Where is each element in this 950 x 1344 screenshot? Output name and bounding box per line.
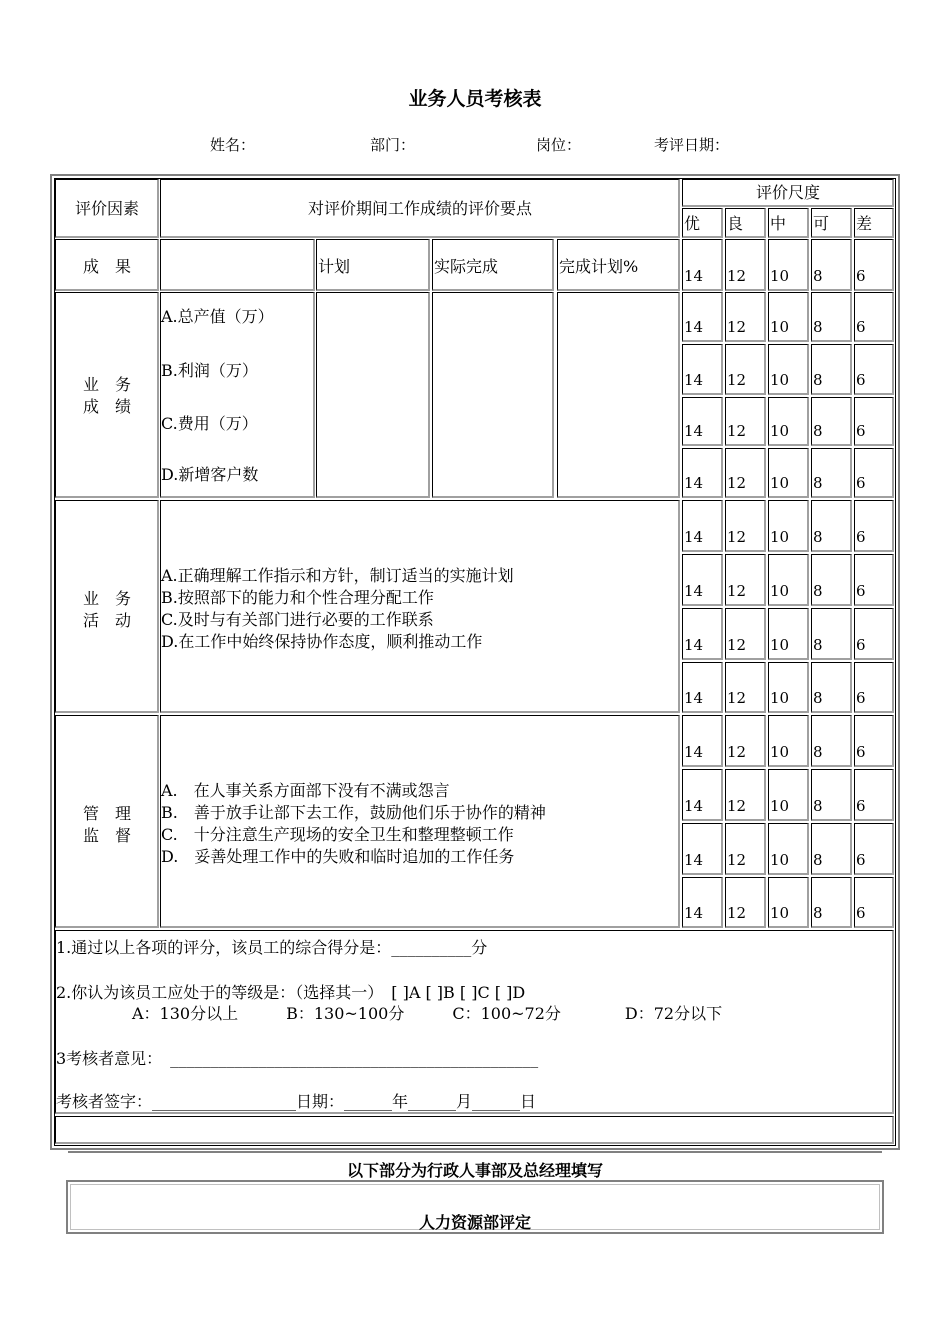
score-value: 10 [770, 851, 790, 869]
score-value: 14 [684, 267, 704, 285]
activity-item: B.按照部下的能力和个性合理分配工作 [161, 588, 434, 607]
performance-label-1: 业 务 [82, 375, 131, 394]
percent-header: 完成计划% [559, 257, 639, 276]
score-value: 10 [770, 422, 790, 440]
score-value: 8 [813, 267, 823, 285]
score-value: 6 [856, 636, 866, 654]
management-label-1: 管 理 [82, 804, 131, 823]
score-value: 12 [727, 582, 747, 600]
grade-header: 中 [770, 214, 787, 233]
score-value: 10 [770, 474, 790, 492]
management-item: B. 善于放手让部下去工作，鼓励他们乐于协作的精神 [161, 803, 546, 822]
score-value: 6 [856, 904, 866, 922]
grade-header: 可 [813, 214, 830, 233]
score-value: 6 [856, 689, 866, 707]
grade-select-line[interactable]: 2.你认为该员工应处于的等级是：（选择其一） [ ]A [ ]B [ ]C [ ]D [56, 983, 526, 1002]
score-value: 12 [727, 371, 747, 389]
score-value: 14 [684, 851, 704, 869]
actual-header: 实际完成 [434, 257, 499, 276]
score-value: 12 [727, 636, 747, 654]
score-value: 6 [856, 422, 866, 440]
score-value: 6 [856, 267, 866, 285]
score-value: 8 [813, 371, 823, 389]
score-value: 6 [856, 474, 866, 492]
blank-row [55, 1116, 894, 1144]
results-label: 成 果 [82, 257, 131, 276]
reviewer-opinion-line[interactable]: 3考核者意见： ______________________________________________ [56, 1049, 539, 1068]
score-value: 6 [856, 528, 866, 546]
score-value: 8 [813, 582, 823, 600]
score-value: 6 [856, 743, 866, 761]
activities-label-1: 业 务 [82, 589, 131, 608]
grade-header: 差 [856, 214, 873, 233]
score-value: 10 [770, 371, 790, 389]
dept-label: 部门： [370, 136, 416, 154]
performance-item: B.利润（万） [161, 361, 258, 380]
points-header: 对评价期间工作成绩的评价要点 [307, 199, 532, 218]
score-value: 10 [770, 528, 790, 546]
score-value: 14 [684, 371, 704, 389]
hr-section-title: 人力资源部评定 [418, 1213, 531, 1232]
total-score-line[interactable]: 1.通过以上各项的评分，该员工的综合得分是：__________分 [56, 938, 488, 957]
score-value: 6 [856, 371, 866, 389]
score-value: 6 [856, 582, 866, 600]
performance-item: C.费用（万） [161, 414, 258, 433]
plan-header: 计划 [318, 257, 351, 276]
score-value: 12 [727, 474, 747, 492]
score-value: 6 [856, 851, 866, 869]
score-value: 10 [770, 582, 790, 600]
score-value: 10 [770, 689, 790, 707]
performance-item: A.总产值（万） [161, 307, 274, 326]
score-value: 8 [813, 904, 823, 922]
score-value: 14 [684, 636, 704, 654]
score-value: 12 [727, 267, 747, 285]
activity-item: A.正确理解工作指示和方针，制订适当的实施计划 [161, 566, 514, 585]
performance-percent-cell[interactable] [557, 292, 680, 498]
position-label: 岗位： [536, 136, 582, 154]
management-label-2: 监 督 [82, 826, 131, 845]
score-value: 8 [813, 528, 823, 546]
score-value: 8 [813, 318, 823, 336]
grade-header: 良 [727, 214, 744, 233]
management-item: C. 十分注意生产现场的安全卫生和整理整顿工作 [161, 825, 514, 844]
factor-header: 评价因素 [74, 199, 139, 218]
score-value: 8 [813, 851, 823, 869]
score-value: 14 [684, 797, 704, 815]
score-value: 10 [770, 267, 790, 285]
score-value: 14 [684, 743, 704, 761]
date-label: 考评日期： [654, 136, 730, 154]
score-value: 10 [770, 797, 790, 815]
grade-definitions: A：130分以上 B：130~100分 C：100~72分 D：72分以下 [132, 1004, 723, 1023]
results-blank-cell [160, 239, 315, 291]
score-value: 8 [813, 743, 823, 761]
score-value: 10 [770, 318, 790, 336]
footer-divider [68, 1151, 882, 1154]
page-title: 业务人员考核表 [408, 88, 542, 110]
reviewer-signature-line[interactable]: 考核者签字：__________________日期：______年______月______日 [56, 1092, 537, 1111]
score-value: 12 [727, 689, 747, 707]
score-value: 14 [684, 422, 704, 440]
scale-header: 评价尺度 [755, 183, 820, 202]
score-value: 14 [684, 474, 704, 492]
grade-header: 优 [684, 214, 701, 233]
score-value: 14 [684, 528, 704, 546]
score-value: 8 [813, 797, 823, 815]
score-value: 14 [684, 582, 704, 600]
activity-item: D.在工作中始终保持协作态度，顺利推动工作 [161, 632, 483, 651]
score-value: 8 [813, 422, 823, 440]
score-value: 12 [727, 904, 747, 922]
activity-item: C.及时与有关部门进行必要的工作联系 [161, 610, 434, 629]
performance-label-2: 成 绩 [82, 397, 131, 416]
score-value: 14 [684, 318, 704, 336]
name-label: 姓名： [210, 136, 256, 154]
management-item: A. 在人事关系方面部下没有不满或怨言 [161, 781, 450, 800]
score-value: 12 [727, 318, 747, 336]
score-value: 8 [813, 636, 823, 654]
score-value: 12 [727, 743, 747, 761]
score-value: 10 [770, 743, 790, 761]
score-value: 14 [684, 689, 704, 707]
score-value: 10 [770, 636, 790, 654]
performance-actual-cell[interactable] [432, 292, 554, 498]
score-value: 14 [684, 904, 704, 922]
score-value: 12 [727, 797, 747, 815]
score-value: 12 [727, 851, 747, 869]
performance-item: D.新增客户数 [161, 465, 259, 484]
score-value: 8 [813, 689, 823, 707]
score-value: 6 [856, 797, 866, 815]
score-value: 12 [727, 528, 747, 546]
performance-plan-cell[interactable] [316, 292, 430, 498]
management-item: D. 妥善处理工作中的失败和临时追加的工作任务 [161, 847, 515, 866]
footer-heading: 以下部分为行政人事部及总经理填写 [346, 1161, 603, 1180]
activities-label-2: 活 动 [82, 611, 131, 630]
score-value: 6 [856, 318, 866, 336]
score-value: 8 [813, 474, 823, 492]
score-value: 10 [770, 904, 790, 922]
score-value: 12 [727, 422, 747, 440]
